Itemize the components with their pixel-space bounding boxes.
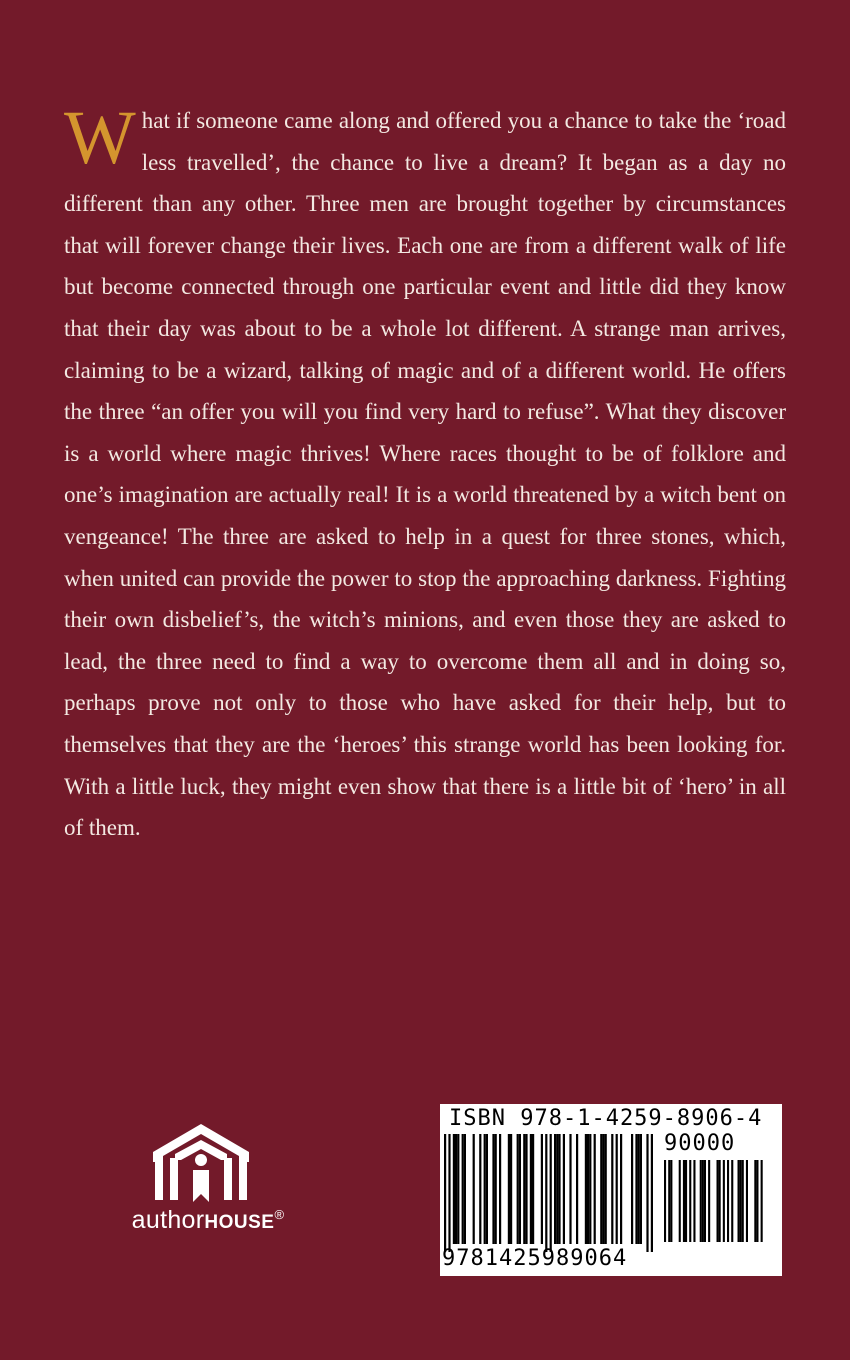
barcode-bar [704, 1160, 706, 1242]
barcode-bar [685, 1160, 687, 1242]
barcode-bar [693, 1160, 695, 1242]
barcode-bar [525, 1134, 527, 1244]
drop-cap: W [64, 96, 136, 180]
barcode-bar [499, 1134, 501, 1244]
barcode-bar [585, 1134, 587, 1244]
barcode-bar [702, 1160, 704, 1242]
barcode-bar [495, 1134, 497, 1244]
barcode-bar [679, 1160, 681, 1242]
blurb-body: hat if someone came along and offered you a chance to take the ‘road less travelled’, the chance to live a dream? It began as a day no different than any other. Three men are brought together by circumstances that will forever change their lives. Each one are from a different walk of life but become connected through one particular event and little did they know that their day was about to be a whole lot different. A strange man arrives, claiming to be a wizard, talking of magic and of a different world. He offers the three “an offer you will you find very hard to refuse”. What they discover is a world where magic thrives! Where races thought to be of folklore and one’s imagination are actually real! It is a world threatened by a witch bent on vengeance! The three are asked to help in a quest for three stones, which, when united can provide the power to stop the approaching darkness. Fighting their own disbelief’s, the witch’s minions, and even those they are asked to lead, the three need to find a way to overcome them all and in doing so, perhaps prove not only to those who have asked for their help, but to themselves that they are the ‘heroes’ this strange world has been looking for. With a little luck, they might even show that there is a little bit of ‘hero’ in all of them. [64, 108, 786, 841]
publisher-logo [118, 1118, 298, 1248]
barcode-bar [717, 1160, 719, 1242]
barcode-bar [532, 1134, 534, 1244]
barcode-bar [723, 1160, 725, 1242]
barcode-bar [545, 1134, 547, 1252]
barcode-bar [742, 1160, 744, 1242]
barcode-bar [455, 1134, 457, 1244]
barcode-bar [600, 1134, 602, 1244]
barcode-bar [510, 1134, 512, 1244]
barcode-bar [719, 1160, 721, 1242]
barcode-bar [740, 1160, 742, 1242]
barcode-bar [479, 1134, 481, 1244]
barcode-bar [689, 1160, 691, 1242]
publisher-name-part2: HOUSE [204, 1212, 275, 1233]
barcode-bar [670, 1160, 672, 1242]
registered-mark: ® [274, 1207, 285, 1222]
barcode-bar [620, 1134, 622, 1244]
barcode-bar [563, 1134, 565, 1244]
barcode-bar [550, 1134, 552, 1252]
barcode-bar [638, 1134, 640, 1244]
barcode-bar [558, 1134, 560, 1244]
publisher-name [118, 1206, 298, 1235]
barcode-bar [473, 1134, 475, 1244]
barcode-bar [683, 1160, 685, 1242]
barcode-bar [708, 1160, 710, 1242]
barcode-bar [754, 1160, 756, 1242]
barcode-bar [700, 1160, 702, 1242]
barcode-bar [556, 1134, 558, 1244]
barcode-bar [651, 1134, 653, 1252]
barcode-bar [541, 1134, 543, 1244]
barcode-bar [444, 1134, 446, 1252]
barcode-bar [486, 1134, 488, 1244]
barcode-bar [616, 1134, 618, 1244]
barcode-bar [523, 1134, 525, 1244]
barcode-bar [731, 1160, 733, 1242]
barcode-bar [576, 1134, 578, 1244]
barcode-bar [761, 1160, 763, 1242]
isbn-label: ISBN 978-1-4259-8906-4 [449, 1106, 763, 1131]
barcode-bar [517, 1134, 519, 1244]
barcode-bar [635, 1134, 637, 1244]
barcode-bar [484, 1134, 486, 1244]
barcode-bar [668, 1160, 670, 1242]
barcode-bar [746, 1160, 748, 1242]
barcode-bar [462, 1134, 464, 1244]
barcode-bar [530, 1134, 532, 1244]
barcode-bar [508, 1134, 510, 1244]
barcode-bar [464, 1134, 466, 1244]
price-code: 90000 [664, 1131, 736, 1156]
publisher-name-part1: author [131, 1206, 205, 1234]
barcode-bar [457, 1134, 459, 1244]
barcode-bar [554, 1134, 556, 1244]
ean-barcode [442, 1134, 656, 1254]
ean-digits: 9781425989064 [442, 1246, 628, 1271]
barcode-bar [756, 1160, 758, 1242]
barcode-bar [589, 1134, 591, 1244]
barcode-bar [453, 1134, 455, 1244]
barcode-bar [448, 1134, 450, 1252]
barcode-bar [611, 1134, 613, 1244]
barcode-bar [664, 1160, 666, 1242]
barcode-bar [587, 1134, 589, 1244]
barcode-bar [738, 1160, 740, 1242]
barcode-bar [492, 1134, 494, 1244]
barcode-bar [605, 1134, 607, 1244]
barcode-bar [519, 1134, 521, 1244]
addon-barcode [664, 1160, 776, 1244]
barcode-bar [594, 1134, 596, 1244]
barcode-bar [631, 1134, 633, 1244]
blurb-text [64, 96, 786, 849]
house-book-icon [151, 1118, 251, 1204]
barcode-bar [569, 1134, 571, 1244]
barcode-bar [727, 1160, 729, 1242]
barcode-bar [646, 1134, 648, 1252]
barcode-panel [440, 1104, 782, 1276]
barcode-bar [640, 1134, 642, 1244]
barcode-bar [602, 1134, 604, 1244]
